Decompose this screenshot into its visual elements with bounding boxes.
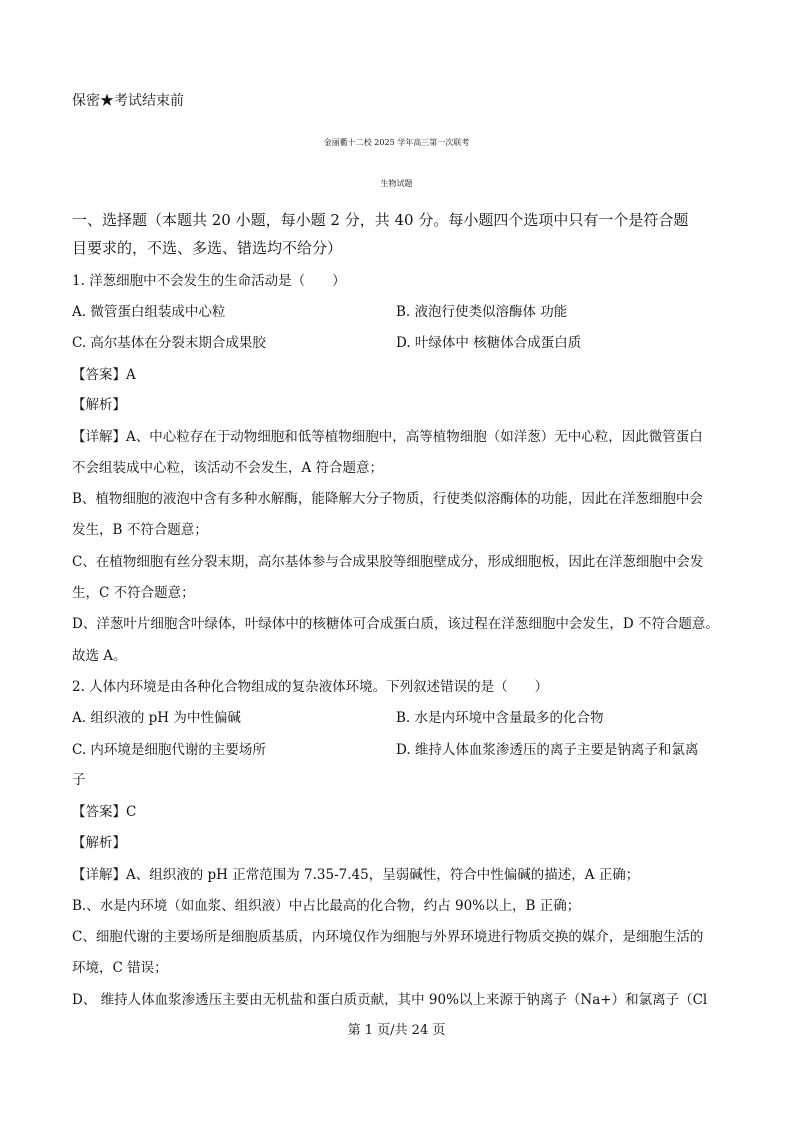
question-1-analysis-label: 【解析】 xyxy=(72,397,126,413)
question-2-analysis-label: 【解析】 xyxy=(72,835,126,851)
question-1-explanation-line: C、在植物细胞有丝分裂末期，高尔基体参与合成果胶等细胞壁成分，形成细胞板，因此在洋葱细胞中会发 xyxy=(72,554,704,570)
question-2-explanation-line: 【详解】A、组织液的 pH 正常范围为 7.35-7.45，呈弱碱性，符合中性偏碱的描述，A 正确； xyxy=(72,867,640,883)
question-1-answer: 【答案】A xyxy=(72,367,136,383)
question-1-explanation-line: 故选 A。 xyxy=(72,648,127,664)
question-2-stem: 2. 人体内环境是由各种化合物组成的复杂液体环境。下列叙述错误的是（ ） xyxy=(72,679,549,695)
question-2-explanation-line: D、 维持人体血浆渗透压主要由无机盐和蛋白质贡献，其中 90%以上来源于钠离子（Na+）和氯离子（Cl xyxy=(72,992,708,1008)
question-1-option-c: C. 高尔基体在分裂末期合成果胶 xyxy=(72,335,266,351)
question-1-explanation-line: 【详解】A、中心粒存在于动物细胞和低等植物细胞中，高等植物细胞（如洋葱）无中心粒，因此微管蛋白 xyxy=(72,429,703,445)
question-2-option-b: B. 水是内环境中含量最多的化合物 xyxy=(396,710,604,726)
question-1-explanation-line: 不会组装成中心粒，该活动不会发生，A 符合题意； xyxy=(72,460,384,476)
question-1-option-b: B. 液泡行使类似溶酶体 功能 xyxy=(396,304,568,320)
question-2-explanation-line: 环境，C 错误； xyxy=(72,960,168,976)
question-2-option-c: C. 内环境是细胞代谢的主要场所 xyxy=(72,742,266,758)
exam-title: 金丽衢十二校 2025 学年高三第一次联考 xyxy=(323,138,470,147)
question-1-stem: 1. 洋葱细胞中不会发生的生命活动是（ ） xyxy=(72,273,346,289)
question-1-option-a: A. 微管蛋白组装成中心粒 xyxy=(72,304,226,320)
section-instructions-line1: 一、选择题（本题共 20 小题，每小题 2 分，共 40 分。每小题四个选项中只有一个是符合题 xyxy=(72,211,689,229)
exam-subtitle: 生物试题 xyxy=(380,179,413,188)
question-1-explanation-line: 生，C 不符合题意； xyxy=(72,585,195,601)
page-number-footer: 第 1 页/共 24 页 xyxy=(347,1023,446,1038)
question-1-explanation-line: D、洋葱叶片细胞含叶绿体，叶绿体中的核糖体可合成蛋白质，该过程在洋葱细胞中会发生，D 不符合题意。 xyxy=(72,616,719,632)
section-instructions-line2: 目要求的，不选、多选、错选均不给分） xyxy=(72,239,343,257)
question-2-explanation-line: B.、水是内环境（如血浆、组织液）中占比最高的化合物，约占 90%以上，B 正确； xyxy=(72,898,581,914)
question-2-explanation-line: C、细胞代谢的主要场所是细胞质基质，内环境仅作为细胞与外界环境进行物质交换的媒介，是细胞生活的 xyxy=(72,929,704,945)
confidential-label: 保密★考试结束前 xyxy=(72,93,184,109)
question-2-option-a: A. 组织液的 pH 为中性偏碱 xyxy=(72,710,241,726)
question-1-explanation-line: B、植物细胞的液泡中含有多种水解酶，能降解大分子物质，行使类似溶酶体的功能，因此在洋葱细胞中会 xyxy=(72,491,703,507)
question-2-option-d-continued: 子 xyxy=(72,772,86,788)
question-2-option-d: D. 维持人体血浆渗透压的离子主要是钠离子和氯离 xyxy=(396,742,699,758)
question-2-answer: 【答案】C xyxy=(72,804,137,820)
question-1-option-d: D. 叶绿体中 核糖体合成蛋白质 xyxy=(396,335,582,351)
question-1-explanation-line: 发生，B 不符合题意； xyxy=(72,522,208,538)
